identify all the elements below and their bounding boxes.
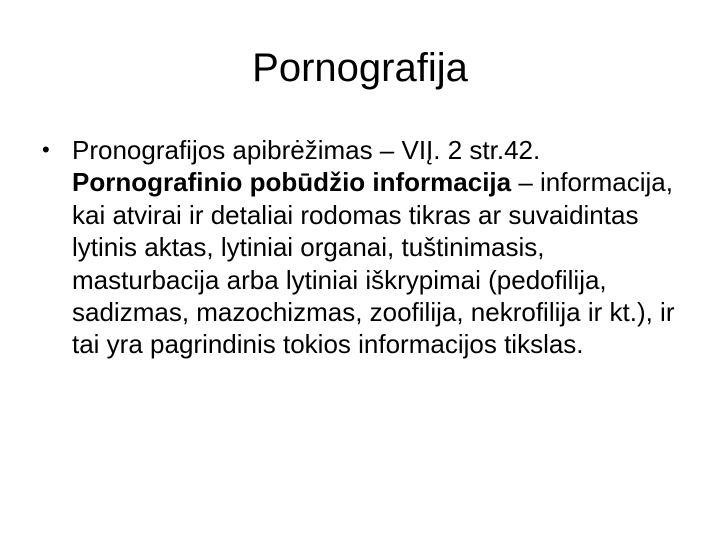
bullet-text-bold-term: Pornografinio pobūdžio informacija [72,167,512,198]
slide-title: Pornografija [252,46,468,90]
bullet-list [42,134,682,361]
bullet-item-definition [42,134,682,361]
bullet-marker: • [42,137,50,162]
bullet-text-intro: Pronografijos apibrėžimas – VIĮ. 2 str.42. [72,135,541,165]
bullet-text-definition: – informacija, kai atvirai ir detaliai rodomas tikras ar suvaidintas lytinis aktas, lytiniai organai, tuštinimasis, masturbacija arba lytiniai iškrypimai (pedofilija, sadizmas, mazochizmas, zoofilija, nekrofilija ir kt.), ir tai yra pagrindinis tokios informacijos tikslas. [72,167,675,360]
